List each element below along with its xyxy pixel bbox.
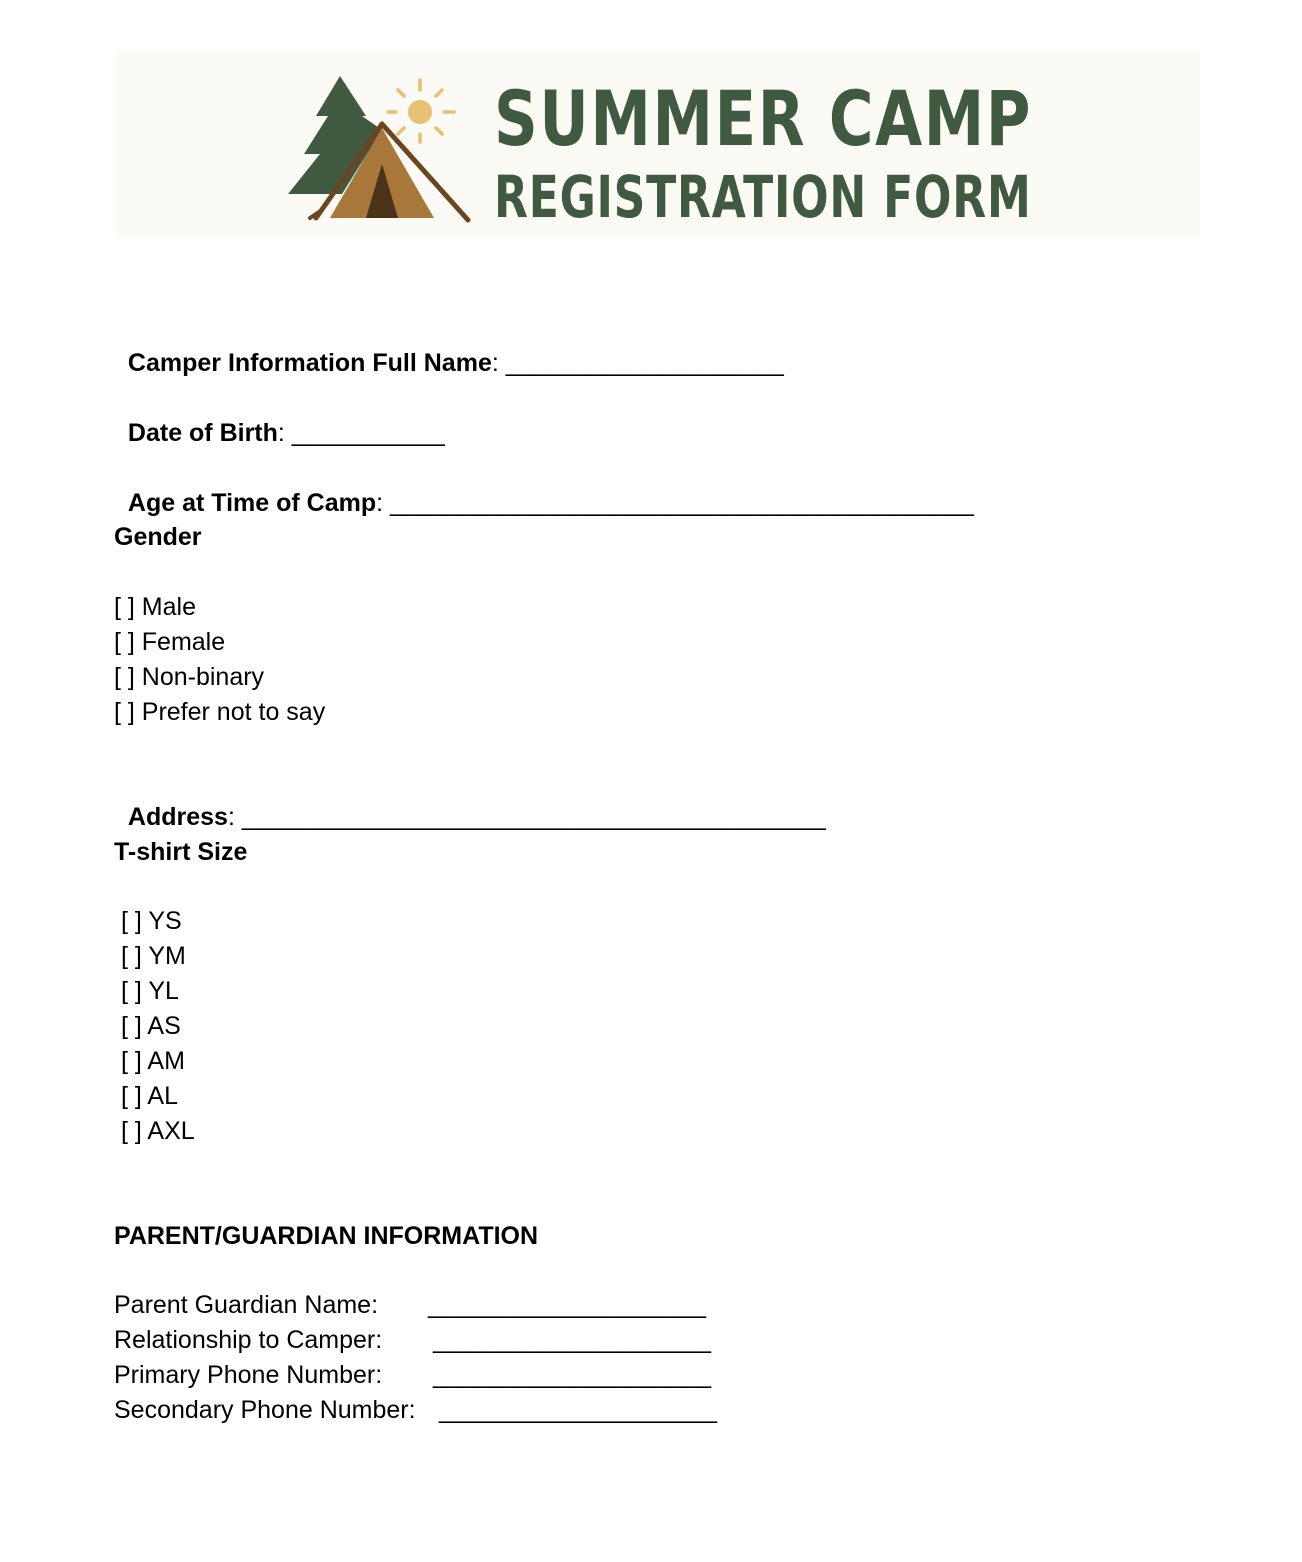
full-name-field[interactable] [114, 311, 784, 381]
tshirt-option-axl[interactable]: [ ] AXL [121, 1117, 195, 1145]
parent-name-blank[interactable]: ____________________ [428, 1291, 707, 1319]
gender-heading: Gender [114, 523, 202, 551]
parent-section-heading: PARENT/GUARDIAN INFORMATION [114, 1222, 539, 1250]
dob-field[interactable] [114, 381, 445, 451]
secondary-phone-blank[interactable]: ____________________ [439, 1396, 718, 1424]
dob-label: Date of Birth [127, 419, 278, 447]
full-name-blank[interactable]: : ____________________ [491, 349, 784, 377]
secondary-phone-label: Secondary Phone Number: [114, 1396, 416, 1424]
primary-phone-label: Primary Phone Number: [114, 1361, 383, 1389]
address-blank[interactable]: : __________________________________________ [227, 803, 826, 831]
form-title [494, 74, 1054, 230]
tshirt-option-ym[interactable]: [ ] YM [121, 942, 186, 970]
age-label: Age at Time of Camp [127, 489, 377, 517]
tshirt-option-as[interactable]: [ ] AS [121, 1012, 181, 1040]
age-blank[interactable]: : __________________________________________ [376, 489, 974, 517]
full-name-label: Camper Information Full Name [127, 349, 492, 377]
title-line-2: REGISTRATION FORM [494, 163, 1032, 231]
tshirt-option-al[interactable]: [ ] AL [121, 1082, 178, 1110]
address-label: Address [127, 803, 228, 831]
sun-icon [388, 80, 454, 142]
tshirt-option-am[interactable]: [ ] AM [121, 1047, 185, 1075]
parent-name-label: Parent Guardian Name: [114, 1291, 379, 1319]
gender-option-prefer-not[interactable]: [ ] Prefer not to say [114, 698, 326, 726]
relationship-blank[interactable]: ____________________ [433, 1326, 712, 1354]
title-line-1: SUMMER CAMP [494, 74, 1033, 163]
tshirt-heading: T-shirt Size [114, 838, 248, 866]
camp-tent-tree-sun-icon [282, 70, 478, 226]
age-field[interactable] [114, 451, 974, 521]
address-field[interactable] [114, 765, 826, 835]
dob-blank[interactable]: : ___________ [277, 419, 445, 447]
gender-option-female[interactable]: [ ] Female [114, 628, 226, 656]
relationship-label: Relationship to Camper: [114, 1326, 383, 1354]
gender-option-male[interactable]: [ ] Male [114, 593, 196, 621]
gender-option-non-binary[interactable]: [ ] Non-binary [114, 663, 265, 691]
primary-phone-blank[interactable]: ____________________ [433, 1361, 712, 1389]
tshirt-option-ys[interactable]: [ ] YS [121, 907, 182, 935]
tshirt-option-yl[interactable]: [ ] YL [121, 977, 179, 1005]
